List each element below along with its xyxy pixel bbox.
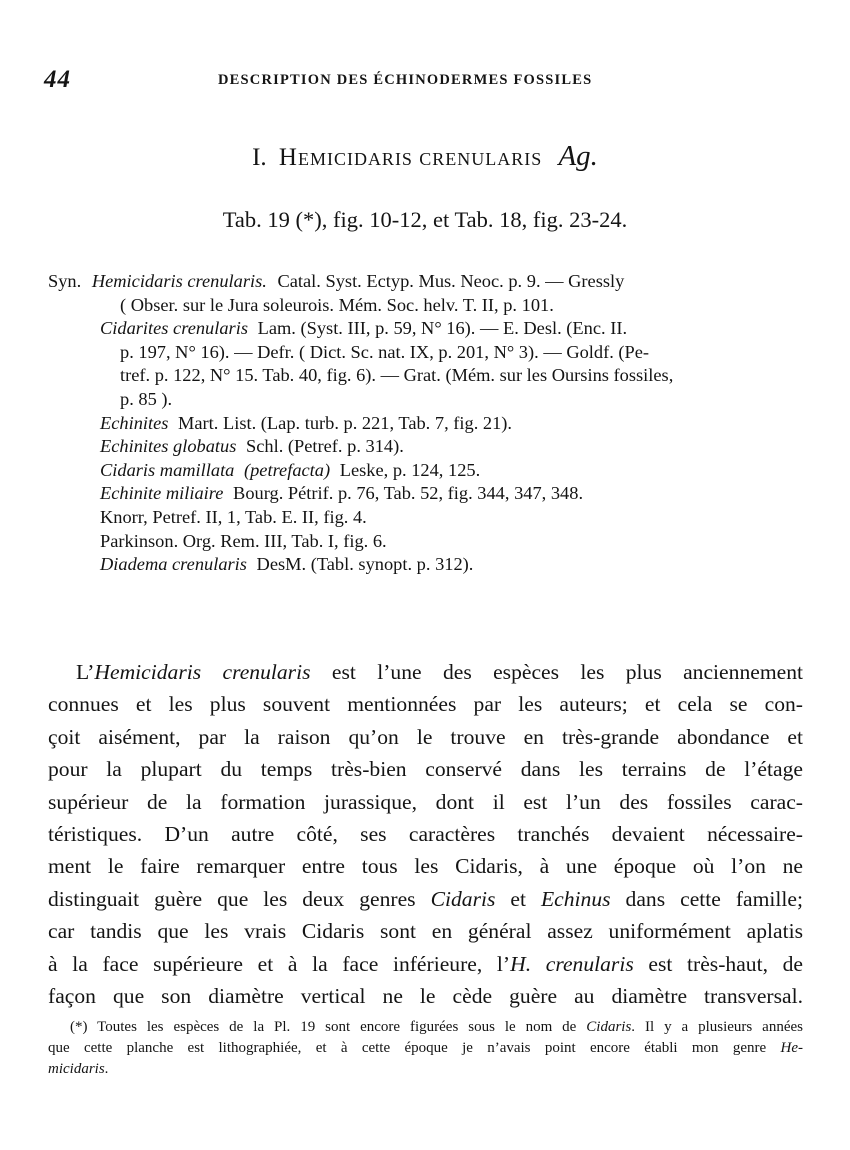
species-title: [0, 140, 850, 173]
synonymy-entry: [48, 341, 808, 365]
text-run: que cette planche est lithographiée, et à cette époque je n’avais point encore établi mon genre: [48, 1040, 781, 1056]
species-number: I.: [252, 144, 267, 171]
synonym-reference: p. 197, N° 16). — Defr. ( Dict. Sc. nat. IX, p. 201, N° 3). — Goldf. (Pe-: [120, 341, 650, 362]
footnote-line: [48, 1038, 803, 1059]
species-name: H. crenularis: [510, 951, 634, 976]
species-genus: Hemicidaris: [278, 144, 413, 171]
synonymy-entry: [48, 530, 808, 554]
synonymy-entry: [48, 506, 808, 530]
paragraph-line: connues et les plus souvent mentionnées par les auteurs; et cela se con-: [48, 692, 803, 717]
paragraph-line: [48, 883, 803, 915]
genus-name: Cidaris: [586, 1019, 632, 1035]
synonymy-entry: [48, 270, 808, 294]
footnote: [48, 1017, 803, 1080]
synonymy-entry: [48, 553, 808, 577]
text-run: (*) Toutes les espèces de la Pl. 19 sont encore figurées sous le nom de: [70, 1019, 587, 1035]
synonym-reference: Lam. (Syst. III, p. 59, N° 16). — E. Desl. (Enc. II.: [257, 318, 628, 339]
synonym-reference: Mart. List. (Lap. turb. p. 221, Tab. 7, fig. 21).: [178, 412, 512, 433]
synonym-reference: Parkinson. Org. Rem. III, Tab. I, fig. 6.: [100, 530, 387, 551]
plate-reference: Tab. 19 (*), fig. 10-12, et Tab. 18, fig. 23-24.: [222, 207, 628, 232]
species-name: Hemicidaris crenularis: [94, 660, 311, 684]
synonym-reference: Leske, p. 124, 125.: [339, 459, 481, 480]
text-run: à la face supérieure et à la face inférieure, l’: [48, 951, 511, 976]
paragraph-line: ment le faire remarquer entre tous les Cidaris, à une époque où l’on ne: [48, 854, 803, 879]
synonym-name: Cidaris mamillata: [100, 459, 235, 480]
synonym-reference: tref. p. 122, N° 15. Tab. 40, fig. 6). — Grat. (Mém. sur les Oursins fossiles,: [120, 365, 674, 386]
genus-name: micidaris: [48, 1061, 105, 1077]
paragraph-line: car tandis que les vrais Cidaris sont en général assez uniformément aplatis: [48, 919, 803, 944]
text-run: . Il y a plusieurs années: [631, 1019, 803, 1035]
synonymy-entry: [48, 459, 808, 483]
text-run: .: [104, 1061, 109, 1077]
synonym-name: Cidarites crenularis: [100, 318, 248, 339]
synonymy-entry: [48, 317, 808, 341]
synonym-name: Hemicidaris crenularis.: [91, 271, 267, 291]
synonym-name: Echinites globatus: [100, 436, 237, 457]
paragraph-line: façon que son diamètre vertical ne le cède guère au diamètre transversal.: [48, 983, 803, 1008]
synonymy-label: Syn.: [48, 271, 82, 291]
paragraph-line: supérieur de la formation jurassique, dont il est l’un des fossiles carac-: [48, 789, 803, 814]
text-run: distinguait guère que les deux genres: [48, 886, 431, 911]
synonymy-entry: [48, 388, 808, 412]
synonymy-list: [48, 270, 808, 577]
text-run: dans cette famille;: [610, 886, 804, 911]
synonym-reference: ( Obser. sur le Jura soleurois. Mém. Soc. helv. T. II, p. 101.: [120, 294, 554, 315]
paragraph-line: [48, 656, 803, 688]
genus-name: He-: [780, 1040, 803, 1056]
synonym-reference: p. 85 ).: [120, 388, 173, 409]
paragraph-line: téristiques. D’un autre côté, ses caractères tranchés devaient nécessaire-: [48, 821, 803, 846]
text-run: et: [495, 886, 541, 911]
paragraph-line: [48, 948, 803, 980]
genus-name: Cidaris: [430, 886, 496, 911]
text-run: L’: [76, 660, 95, 684]
genus-name: Echinus: [540, 886, 611, 911]
synonym-name: Echinite miliaire: [100, 483, 224, 504]
synonym-name: Diadema crenularis: [100, 554, 247, 575]
synonym-reference: Knorr, Petref. II, 1, Tab. E. II, fig. 4.: [100, 506, 367, 527]
text-run: est très-haut, de: [633, 951, 804, 976]
paragraph-line: pour la plupart du temps très-bien conservé dans les terrains de l’étage: [48, 757, 803, 782]
synonym-name-qualifier: (petrefacta): [243, 459, 331, 480]
running-head: DESCRIPTION DES ÉCHINODERMES FOSSILES: [218, 72, 593, 88]
synonymy-entry: [48, 412, 808, 436]
synonymy-entry: [48, 364, 808, 388]
synonym-reference: Schl. (Petref. p. 314).: [246, 436, 404, 457]
footnote-line: [48, 1017, 803, 1038]
page-number: 44: [44, 66, 71, 93]
synonym-reference: Bourg. Pétrif. p. 76, Tab. 52, fig. 344, 347, 348.: [233, 483, 584, 504]
synonym-reference: DesM. (Tabl. synopt. p. 312).: [256, 554, 474, 575]
synonymy-entry: [48, 482, 808, 506]
synonym-name: Echinites: [100, 412, 169, 433]
synonymy-entry: [48, 294, 808, 318]
species-epithet: crenularis: [419, 144, 543, 171]
synonymy-entry: [48, 435, 808, 459]
body-paragraph: [48, 656, 803, 1012]
synonym-reference: Catal. Syst. Ectyp. Mus. Neoc. p. 9. — Gressly: [277, 271, 625, 291]
paragraph-line: çoit aisément, par la raison qu’on le trouve en très-grande abondance et: [48, 724, 803, 749]
footnote-line: [48, 1059, 803, 1080]
species-author: Ag.: [558, 140, 598, 172]
text-run: est l’une des espèces les plus anciennement: [310, 660, 803, 684]
